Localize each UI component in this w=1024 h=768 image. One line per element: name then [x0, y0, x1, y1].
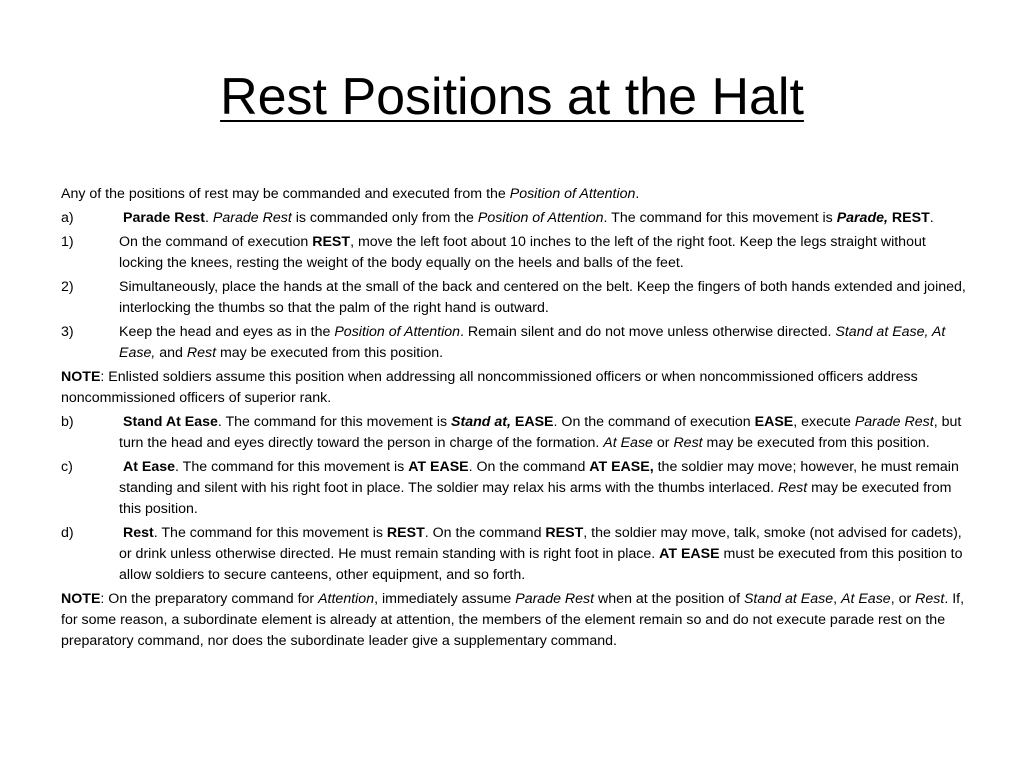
list-item-d [61, 523, 966, 586]
list-item-body [119, 457, 966, 520]
bold-run: REST [386, 525, 425, 541]
text-run: and [155, 345, 187, 361]
italic-run: Attention [318, 591, 375, 607]
list-marker: a) [61, 210, 74, 226]
italic-run: At Ease [603, 435, 653, 451]
text-run: , execute [793, 414, 855, 430]
text-run: may be executed from this position. [119, 480, 952, 517]
italic-run: At Ease [841, 591, 891, 607]
text-run: , [833, 591, 841, 607]
italic-run: Rest [673, 435, 703, 451]
note-label: NOTE [61, 591, 101, 607]
italic-run: Stand at Ease, At Ease, [119, 324, 946, 361]
item-heading: Parade Rest [123, 210, 206, 226]
list-item-body [119, 277, 966, 319]
intro-period: . [635, 186, 640, 202]
text-run: . On the command [468, 459, 590, 475]
bold-run: EASE [754, 414, 794, 430]
italic-run: Rest [186, 345, 217, 361]
text-run: Keep the head and eyes as in the [119, 324, 335, 340]
list-item-body [119, 322, 966, 364]
note-paragraph-1 [61, 367, 966, 409]
intro-text: Any of the positions of rest may be commanded and executed from the [61, 186, 510, 202]
list-item-a [61, 208, 966, 229]
text-run: . [205, 210, 213, 226]
list-item-3 [61, 322, 966, 364]
list-item-body [119, 523, 966, 586]
list-item-c [61, 457, 966, 520]
text-run: . The command for this movement is [217, 414, 452, 430]
italic-run: Stand at Ease [743, 591, 834, 607]
text-run: , or [890, 591, 916, 607]
bold-run: REST [891, 210, 930, 226]
intro-paragraph [61, 184, 966, 205]
bold-italic-run: Stand at, [451, 414, 511, 430]
item-heading: At Ease [123, 459, 176, 475]
text-run: : Enlisted soldiers assume this position when addressing all noncommissioned officers or when noncommissioned officers address noncommissioned officers of superior rank. [61, 369, 918, 406]
bold-italic-run: Parade, [836, 210, 888, 226]
text-run: . The command for this movement is [603, 210, 837, 226]
text-run: , move the left foot about 10 inches to the left of the right foot. Keep the legs straight without locking the knees, resting the weight of the body equally on the heels and balls of the feet. [119, 234, 926, 271]
list-item-body [119, 232, 966, 274]
italic-run: Parade Rest [515, 591, 595, 607]
text-run: or [652, 435, 674, 451]
text-run: , immediately assume [374, 591, 516, 607]
italic-run: Position of Attention [477, 210, 604, 226]
text-run: Simultaneously, place the hands at the small of the back and centered on the belt. Keep the fingers of both hands extended and joined, interlocking the thumbs so that the palm of the right hand is outward. [119, 279, 966, 316]
list-marker: 2) [61, 279, 74, 295]
list-marker: c) [61, 459, 73, 475]
slide-title [0, 62, 1024, 132]
text-run: must be executed from this position to allow soldiers to secure canteens, other equipment, and so forth. [119, 546, 963, 583]
text-run: may be executed from this position. [216, 345, 444, 361]
bold-run: AT EASE [408, 459, 469, 475]
italic-run: Parade Rest [212, 210, 292, 226]
list-marker: 1) [61, 234, 74, 250]
text-run: . Remain silent and do not move unless otherwise directed. [460, 324, 836, 340]
note-paragraph-2 [61, 589, 966, 652]
text-run: . If, for some reason, a subordinate element is already at attention, the members of the element remain so and do not execute parade rest on the preparatory command, nor does the subordinate leader give a supplementary command. [61, 591, 965, 649]
note-label: NOTE [61, 369, 101, 385]
text-run: the soldier may move; however, he must remain standing and silent with his right foot in place. The soldier may relax his arms with the thumbs interlaced. [119, 459, 959, 496]
list-item-1 [61, 232, 966, 274]
slide-title-text: Rest Positions at the Halt [220, 68, 804, 126]
list-item-body [119, 208, 966, 229]
text-run: may be executed from this position. [702, 435, 930, 451]
item-heading: Stand At Ease [123, 414, 218, 430]
text-run: . On the command of execution [553, 414, 755, 430]
item-heading: Rest [123, 525, 154, 541]
list-marker: 3) [61, 324, 74, 340]
bold-run: REST [545, 525, 584, 541]
italic-run: Rest [915, 591, 945, 607]
list-marker: d) [61, 525, 74, 541]
text-run: : On the preparatory command for [100, 591, 319, 607]
list-item-b [61, 412, 966, 454]
text-run: On the command of execution [119, 234, 313, 250]
bold-run: EASE [514, 414, 554, 430]
list-item-body [119, 412, 966, 454]
bold-run: REST [312, 234, 351, 250]
italic-run: Position of Attention [334, 324, 461, 340]
italic-run: Rest [778, 480, 808, 496]
bold-run: AT EASE [659, 546, 720, 562]
slide-body [61, 184, 966, 655]
bold-run: AT EASE, [589, 459, 654, 475]
text-run: . [929, 210, 934, 226]
text-run: is commanded only from the [291, 210, 478, 226]
intro-emphasis: Position of Attention [509, 186, 636, 202]
list-item-2 [61, 277, 966, 319]
text-run: , the soldier may move, talk, smoke (not advised for cadets), or drink unless otherwise directed. He must remain standing with is right foot in place. [119, 525, 962, 562]
italic-run: Parade Rest [854, 414, 934, 430]
text-run: , but turn the head and eyes directly toward the person in charge of the formation. [119, 414, 962, 451]
text-run: . The command for this movement is [175, 459, 409, 475]
list-marker: b) [61, 414, 74, 430]
text-run: . On the command [424, 525, 546, 541]
text-run: . The command for this movement is [153, 525, 387, 541]
text-run: when at the position of [594, 591, 744, 607]
